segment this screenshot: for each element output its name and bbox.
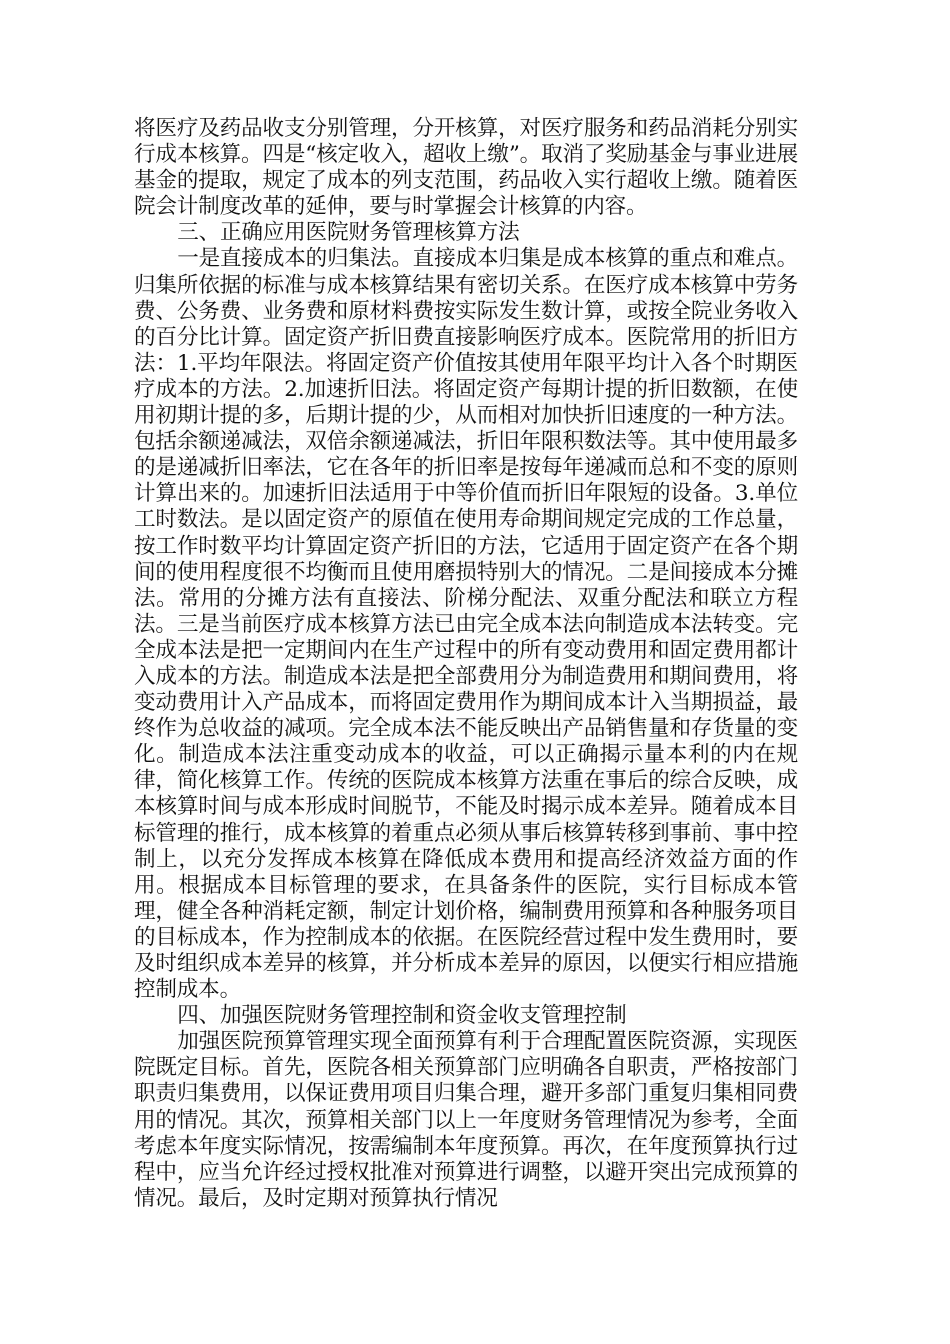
body-paragraph-cost-methods: 一是直接成本的归集法。直接成本归集是成本核算的重点和难点。归集所依据的标准与成本核算结果有密切关系。在医疗成本核算中劳务费、公务费、业务费和原材料费按实际发生数计算，或按全院业务收入的百分比计算。固定资产折旧费直接影响医疗成本。医院常用的折旧方法：1.平均年限法。将固定资产价值按其使用年限平均计入各个时期医疗成本的方法。2.加速折旧法。将固定资产每期计提的折旧数额，在使用初期计提的多，后期计提的少，从而相对加快折旧速度的一种方法。包括余额递减法，双倍余额递减法，折旧年限积数法等。其中使用最多的是递减折旧率法，它在各年的折旧率是按每年递减而总和不变的原则计算出来的。加速折旧法适用于中等价值而折旧年限短的设备。3.单位工时数法。是以固定资产的原值在使用寿命期间规定完成的工作总量，按工作时数平均计算固定资产折旧的方法，它适用于固定资产在各个期间的使用程度很不均衡而且使用磨损特别大的情况。二是间接成本分摊法。常用的分摊方法有直接法、阶梯分配法、双重分配法和联立方程法。三是当前医疗成本核算方法已由完全成本法向制造成本法转变。完全成本法是把一定期间内在生产过程中的所有变动费用和固定费用都计入成本的方法。制造成本法是把全部费用分为制造费用和期间费用，将变动费用计入产品成本，而将固定费用作为期间成本计入当期损益，最终作为总收益的减项。完全成本法不能反映出产品销售量和存货量的变化。制造成本法注重变动成本的收益，可以正确揭示量本利的内在规律，简化核算工作。传统的医院成本核算方法重在事后的综合反映，成本核算时间与成本形成时间脱节，不能及时揭示成本差异。随着成本目标管理的推行，成本核算的着重点必须从事后核算转移到事前、事中控制上，以充分发挥成本核算在降低成本费用和提高经济效益方面的作用。根据成本目标管理的要求，在具备条件的医院，实行目标成本管理，健全各种消耗定额，制定计划价格，编制费用预算和各种服务项目的目标成本，作为控制成本的依据。在医院经营过程中发生费用时，要及时组织成本差异的核算，并分析成本差异的原因，以便实行相应措施控制成本。 bbox=[134, 246, 798, 1003]
body-paragraph-budget: 加强医院预算管理实现全面预算有利于合理配置医院资源，实现医院既定目标。首先，医院各相关预算部门应明确各自职责，严格按部门职责归集费用，以保证费用项目归集合理，避开多部门重复归集相同费用的情况。其次，预算相关部门以上一年度财务管理情况为参考，全面考虑本年度实际情况，按需编制本年度预算。再次，在年度预算执行过程中，应当允许经过授权批准对预算进行调整，以避开突出完成预算的情况。最后，及时定期对预算执行情况 bbox=[134, 1029, 798, 1211]
section-heading-3: 三、正确应用医院财务管理核算方法 bbox=[177, 220, 520, 246]
body-paragraph-continuation: 将医疗及药品收支分别管理，分开核算，对医疗服务和药品消耗分别实行成本核算。四是“核定收入，超收上缴”。取消了奖励基金与事业进展基金的提取，规定了成本的列支范围，药品收入实行超收上缴。随着医院会计制度改革的延伸，要与时掌握会计核算的内容。 bbox=[134, 116, 798, 220]
section-heading-4: 四、加强医院财务管理控制和资金收支管理控制 bbox=[177, 1003, 627, 1029]
document-page bbox=[134, 116, 798, 1212]
